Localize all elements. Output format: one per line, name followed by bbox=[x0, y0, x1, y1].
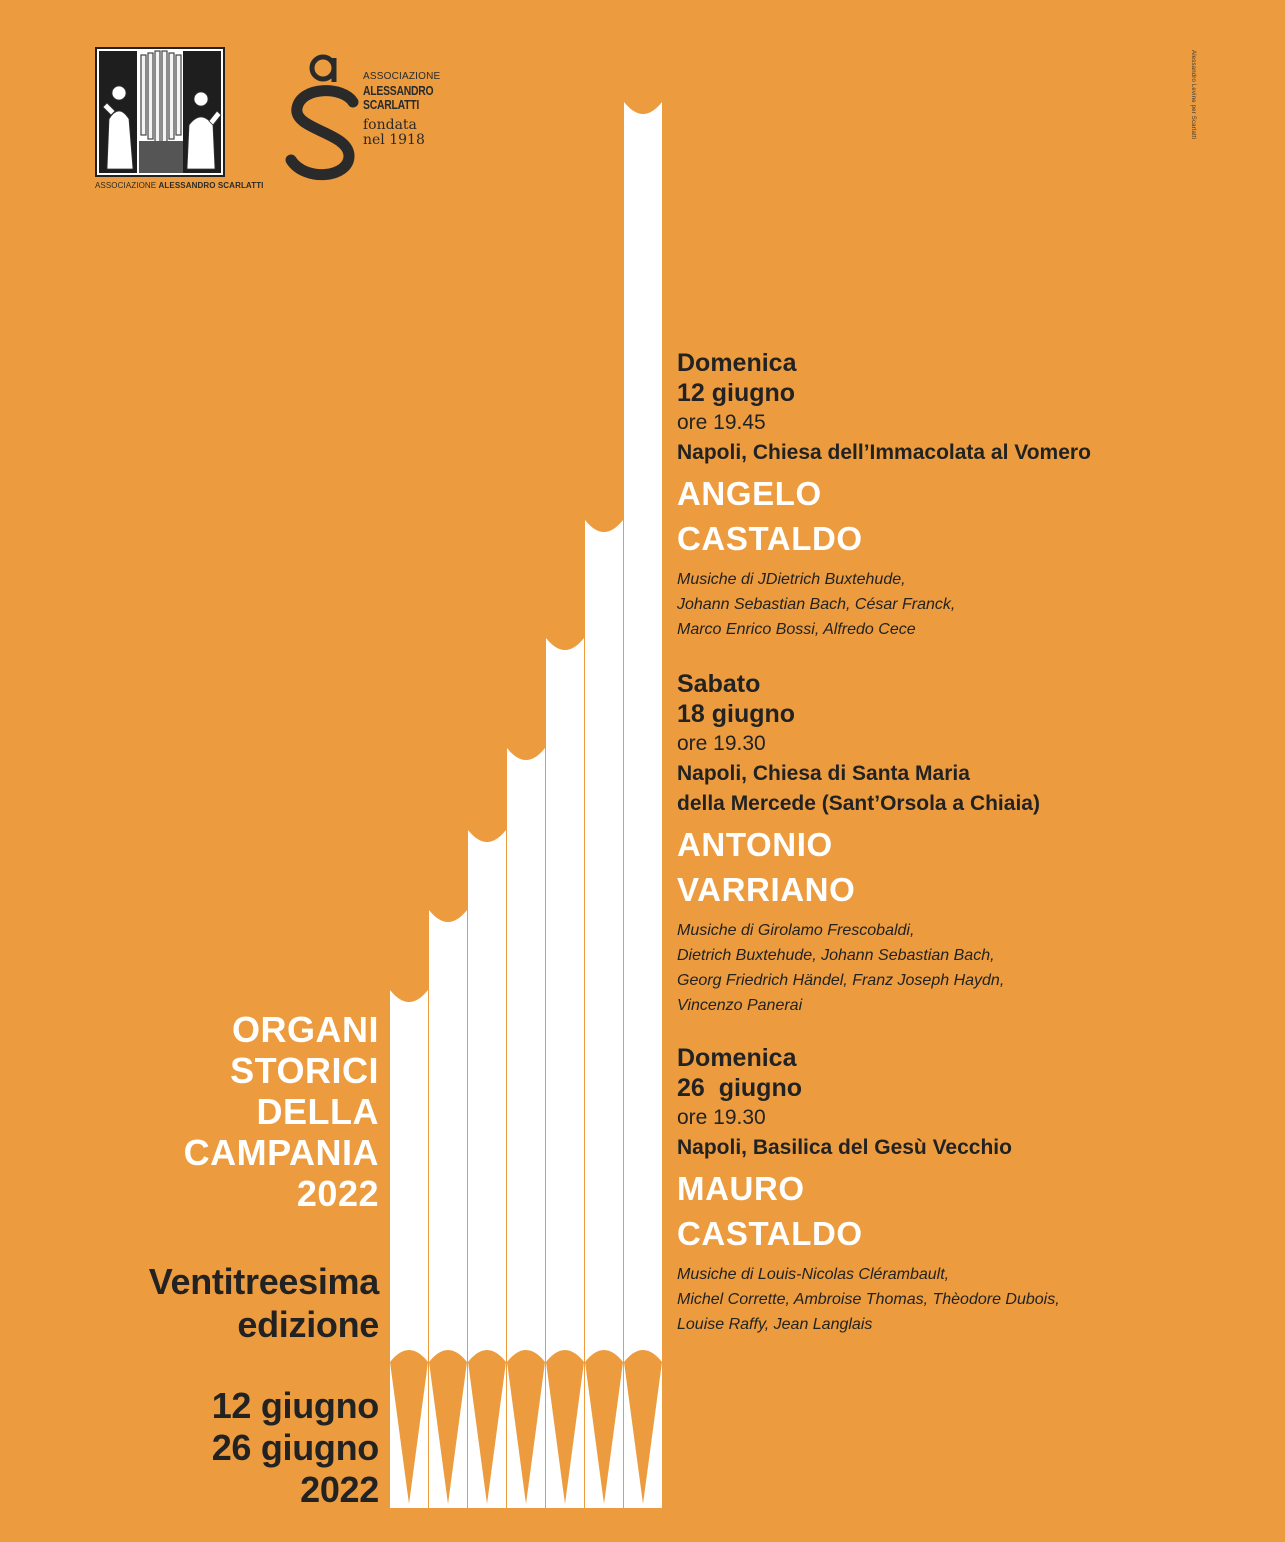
concert-day: Domenica bbox=[677, 349, 797, 377]
works-line: Johann Sebastian Bach, César Franck, bbox=[677, 596, 956, 613]
festival-dates bbox=[212, 1385, 379, 1511]
performer-first-name: ANTONIO bbox=[677, 826, 833, 863]
performer-last-name: CASTALDO bbox=[677, 520, 863, 557]
concert-venue: Napoli, Basilica del Gesù Vecchio bbox=[677, 1136, 1012, 1159]
title-line: STORICI bbox=[230, 1050, 379, 1091]
concert-works bbox=[677, 1262, 1060, 1337]
edition-line: edizione bbox=[237, 1304, 379, 1345]
works-line: Louise Raffy, Jean Langlais bbox=[677, 1316, 873, 1333]
pipe-7 bbox=[624, 102, 662, 1508]
date-year: 2022 bbox=[300, 1469, 379, 1510]
title-line: ORGANI bbox=[232, 1009, 379, 1050]
scarlatti-s-logo bbox=[283, 48, 373, 184]
performer-first-name: ANGELO bbox=[677, 475, 822, 512]
association-last-name: SCARLATTI bbox=[363, 97, 419, 112]
works-line: Marco Enrico Bossi, Alfredo Cece bbox=[677, 621, 916, 638]
concert-performer bbox=[677, 1166, 1060, 1256]
concert-date: 18 giugno bbox=[677, 700, 796, 728]
works-line: Musiche di JDietrich Buxtehude, bbox=[677, 571, 906, 588]
concert-time: ore 19.30 bbox=[677, 732, 766, 755]
performer-last-name: CASTALDO bbox=[677, 1215, 863, 1252]
concert-performer bbox=[677, 471, 1091, 561]
works-line: Dietrich Buxtehude, Johann Sebastian Bach, bbox=[677, 947, 995, 964]
concert-venue: Napoli, Chiesa dell’Immacolata al Vomero bbox=[677, 441, 1091, 464]
title-year: 2022 bbox=[296, 1173, 379, 1214]
concert-time: ore 19.45 bbox=[677, 411, 766, 434]
concert-date: 12 giugno bbox=[677, 379, 796, 407]
concert-day: Sabato bbox=[677, 670, 761, 698]
concert-entry-2 bbox=[677, 669, 1040, 1018]
concert-venue: della Mercede (Sant’Orsola a Chiaia) bbox=[677, 792, 1040, 815]
founded-year: nel 1918 bbox=[363, 132, 425, 148]
vertical-credit: Alessandro Levine per Scarlatti bbox=[1190, 50, 1196, 140]
pipe-group bbox=[390, 102, 662, 1508]
edition-line: Ventitreesima bbox=[148, 1261, 379, 1302]
association-label: ASSOCIAZIONE bbox=[363, 71, 441, 82]
organ-pipes-illustration bbox=[388, 100, 663, 1510]
organ-logo-caption bbox=[95, 181, 264, 190]
works-line: Vincenzo Panerai bbox=[677, 997, 803, 1014]
concert-works bbox=[677, 567, 1091, 642]
concert-works bbox=[677, 918, 1040, 1018]
s-monogram-icon bbox=[283, 48, 373, 184]
caption-light: ASSOCIAZIONE bbox=[95, 181, 157, 190]
date-line: 26 giugno bbox=[211, 1427, 379, 1468]
works-line: Georg Friedrich Händel, Franz Joseph Haydn, bbox=[677, 972, 1005, 989]
caption-bold: ALESSANDRO SCARLATTI bbox=[158, 181, 264, 190]
concert-performer bbox=[677, 822, 1040, 912]
title-line: DELLA bbox=[256, 1091, 379, 1132]
concert-day: Domenica bbox=[677, 1044, 797, 1072]
works-line: Musiche di Girolamo Frescobaldi, bbox=[677, 922, 915, 939]
performer-last-name: VARRIANO bbox=[677, 871, 856, 908]
date-line: 12 giugno bbox=[211, 1385, 379, 1426]
organ-figures-icon bbox=[97, 49, 223, 175]
works-line: Michel Corrette, Ambroise Thomas, Thèodore Dubois, bbox=[677, 1291, 1060, 1308]
concert-date: 26 giugno bbox=[677, 1074, 802, 1102]
organ-logo bbox=[95, 47, 225, 177]
concert-entry-3 bbox=[677, 1043, 1060, 1337]
concert-entry-1 bbox=[677, 348, 1091, 642]
concert-time: ore 19.30 bbox=[677, 1106, 766, 1129]
concert-venue: Napoli, Chiesa di Santa Maria bbox=[677, 762, 970, 785]
title-line: CAMPANIA bbox=[183, 1132, 379, 1173]
performer-first-name: MAURO bbox=[677, 1170, 805, 1207]
founded-label: fondata bbox=[363, 117, 417, 133]
edition-label bbox=[149, 1260, 379, 1346]
association-first-name: ALESSANDRO bbox=[363, 83, 434, 98]
works-line: Musiche di Louis-Nicolas Clérambault, bbox=[677, 1266, 950, 1283]
festival-title bbox=[184, 1009, 379, 1214]
